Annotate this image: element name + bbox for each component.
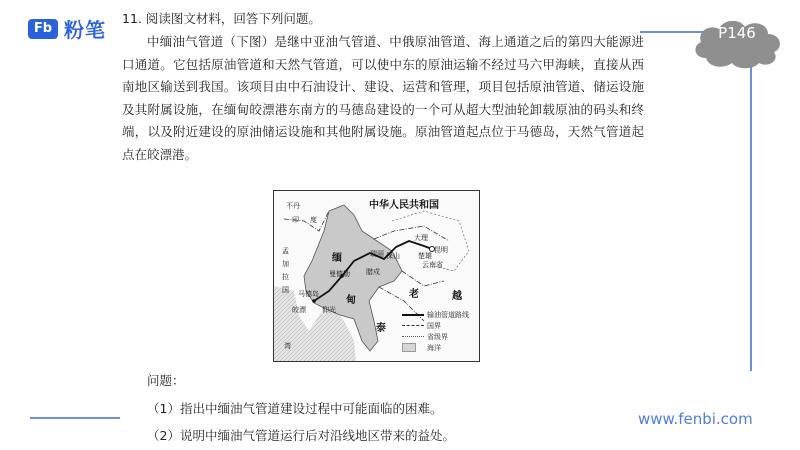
- pipeline-legend-icon: [402, 311, 424, 319]
- logo-mark: Fb: [28, 19, 58, 39]
- map-label-lashio: 腊戍: [366, 268, 380, 276]
- map-label-bay: 湾: [284, 342, 291, 350]
- map-label-laos: 老: [409, 289, 419, 300]
- kyaukpyu-marker: [312, 299, 316, 303]
- province-border-legend-icon: [402, 333, 424, 341]
- legend-label: 国界: [427, 321, 441, 330]
- legend-row-province: [402, 331, 477, 342]
- question-block: [122, 8, 644, 166]
- map-label-kunming: 昆明: [434, 246, 448, 254]
- map-label-india: 印: [292, 216, 299, 224]
- map-label-kyaukpyu: 皎漂: [292, 306, 306, 314]
- map-label-dali: 大理: [414, 234, 428, 242]
- map-label-madeisland: 马德岛: [298, 290, 319, 298]
- map-label-bangladesh-2: 加: [282, 260, 289, 268]
- map-label-bhutan: 不丹: [286, 202, 300, 210]
- map-label-bangladesh-3: 拉: [282, 273, 289, 281]
- question-prompt-label: 问题：: [147, 373, 185, 388]
- pipeline-map: [273, 190, 480, 362]
- frame-line-bottom: [30, 417, 120, 419]
- sub-question-1: （1）指出中缅油气管道建设过程中可能面临的困难。: [147, 401, 443, 416]
- legend-label: 省级界: [427, 332, 448, 341]
- material-paragraph: 中缅油气管道（下图）是继中亚油气管道、中俄原油管道、海上通道之后的第四大能源进口通道。它包括原油管道和天然气管道，可以使中东的原油运输不经过马六甲海峡，直接从西南地区输送到我国。该项目由中石油设计、建设、运营和管理，项目包括原油管道、储运设施及其附属设施，在缅甸皎漂港东南方的马德岛建设的一个可从超大型油轮卸载原油的码头和终端，以及附近建设的原油储运设施和其他附属设施。原油管道起点位于马德岛，天然气管道起点在皎漂港。: [122, 34, 644, 162]
- map-label-chuxiong: 楚雄: [418, 252, 432, 260]
- map-label-thailand: 泰: [376, 323, 386, 334]
- legend-row-pipeline: [402, 309, 477, 320]
- cloud-badge-icon: [688, 14, 786, 72]
- website-link[interactable]: www.fenbi.com: [638, 410, 753, 428]
- map-label-yunnan: 云南省: [422, 261, 443, 269]
- map-label-india-2: 度: [310, 216, 317, 224]
- national-border-legend-icon: [402, 322, 424, 330]
- fenbi-logo: [28, 14, 106, 43]
- legend-row-border: [402, 320, 477, 331]
- map-title: 中华人民共和国: [369, 200, 439, 211]
- map-label-mandalay: 曼德勒: [329, 270, 350, 278]
- question-title: 11. 阅读图文材料，回答下列问题。: [122, 11, 321, 26]
- map-label-vietnam: 越: [452, 291, 462, 302]
- map-label-bangladesh: 孟: [282, 247, 289, 255]
- page-number-badge: P146: [718, 24, 756, 42]
- logo-text: 粉笔: [64, 18, 106, 42]
- map-label-burma-2: 甸: [346, 295, 356, 306]
- map-label-yangon: 仰光: [322, 306, 336, 314]
- sub-question-2: （2）说明中缅油气管道运行后对沿线地区带来的益处。: [147, 428, 455, 443]
- legend-label: 海洋: [427, 343, 441, 352]
- legend-label: 输油管道路线: [427, 310, 469, 319]
- map-label-burma: 缅: [332, 253, 342, 264]
- ocean-legend-icon: [402, 344, 424, 352]
- map-legend: [402, 309, 477, 353]
- map-label-bangladesh-4: 国: [282, 286, 289, 294]
- map-label-ruili: 瑞丽: [370, 250, 384, 258]
- frame-line-right: [750, 31, 752, 371]
- legend-row-ocean: [402, 342, 477, 353]
- map-label-baoshan: 保山: [386, 252, 400, 260]
